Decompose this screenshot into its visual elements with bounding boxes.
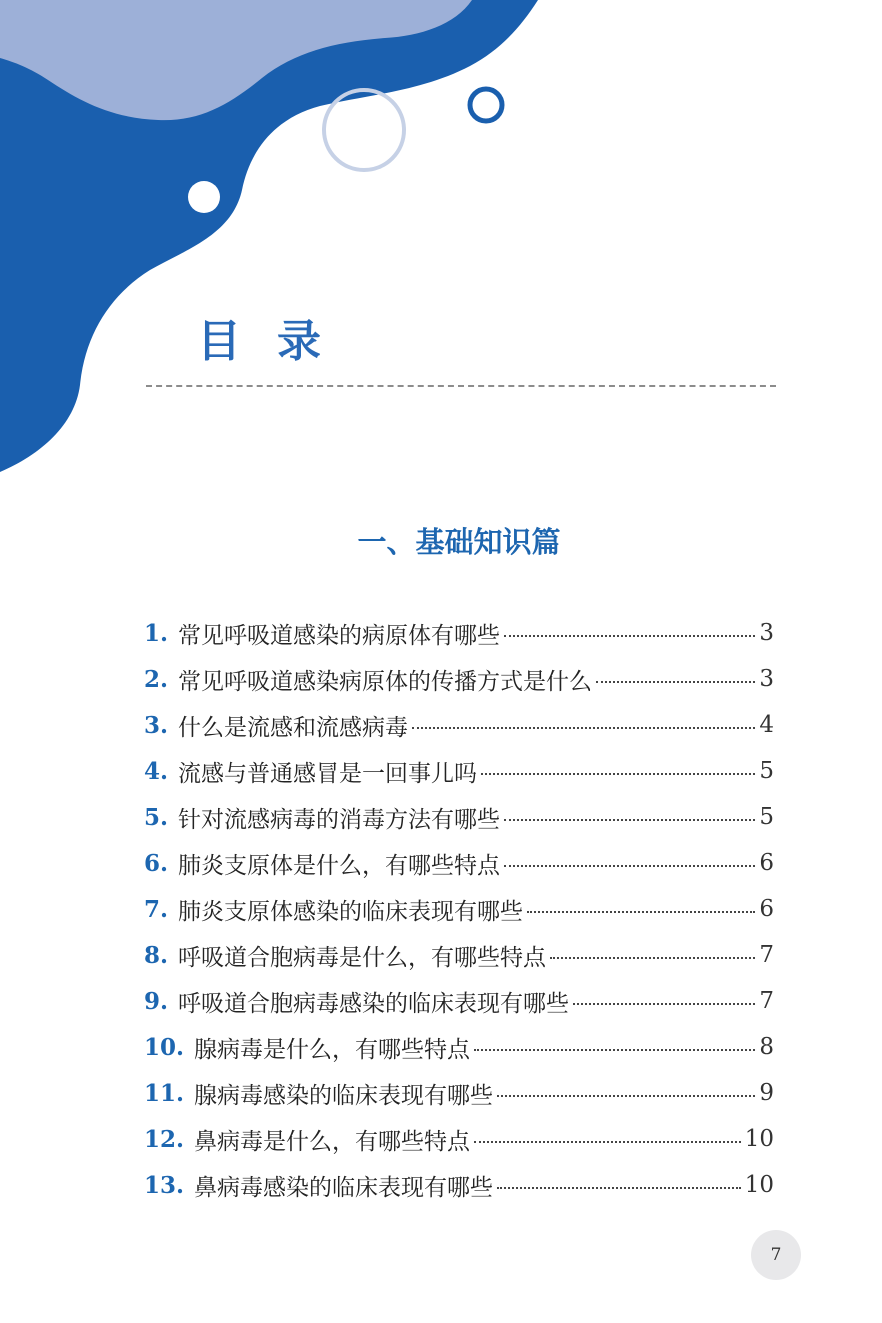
entry-number: 11. <box>144 1079 185 1107</box>
dot-leader <box>573 1003 755 1005</box>
entry-number: 1. <box>144 619 169 647</box>
entry-number: 5. <box>144 803 169 831</box>
dot-leader <box>497 1095 755 1097</box>
small-ring <box>470 89 502 121</box>
toc-entry[interactable] <box>144 1070 774 1116</box>
entry-number: 9. <box>144 987 169 1015</box>
toc-entry[interactable] <box>144 1024 774 1070</box>
section-heading: 一、基础知识篇 <box>357 525 561 559</box>
dashed-divider <box>146 385 776 387</box>
toc-entry[interactable] <box>144 932 774 978</box>
entry-page: 4 <box>759 712 774 738</box>
entry-number: 8. <box>144 941 169 969</box>
entry-title: 常见呼吸道感染的病原体有哪些 <box>178 622 501 649</box>
entry-page: 3 <box>759 666 774 692</box>
dot-leader <box>527 911 755 913</box>
entry-number: 13. <box>144 1171 185 1199</box>
entry-title: 呼吸道合胞病毒感染的临床表现有哪些 <box>178 990 570 1017</box>
entry-title: 流感与普通感冒是一回事儿吗 <box>178 760 478 787</box>
entry-title: 呼吸道合胞病毒是什么，有哪些特点 <box>178 944 547 971</box>
toc-entry[interactable] <box>144 840 774 886</box>
entry-page: 5 <box>759 758 774 784</box>
entry-title: 肺炎支原体感染的临床表现有哪些 <box>178 898 524 925</box>
entry-number: 12. <box>144 1125 185 1153</box>
dot-leader <box>596 681 755 683</box>
white-dot <box>188 181 220 213</box>
entry-title: 腺病毒是什么，有哪些特点 <box>194 1036 471 1063</box>
entry-title: 肺炎支原体是什么，有哪些特点 <box>178 852 501 879</box>
entry-page: 7 <box>759 942 774 968</box>
toc-entry[interactable] <box>144 610 774 656</box>
dot-leader <box>504 819 755 821</box>
entry-page: 10 <box>744 1126 774 1152</box>
toc-entry[interactable] <box>144 702 774 748</box>
large-ring <box>324 90 404 170</box>
dot-leader <box>412 727 755 729</box>
entry-page: 9 <box>759 1080 774 1106</box>
toc-entry[interactable] <box>144 794 774 840</box>
toc-entry[interactable] <box>144 1162 774 1208</box>
toc-entry[interactable] <box>144 748 774 794</box>
toc-entry[interactable] <box>144 1116 774 1162</box>
dot-leader <box>504 865 755 867</box>
entry-title: 什么是流感和流感病毒 <box>178 714 409 741</box>
entry-page: 8 <box>759 1034 774 1060</box>
toc-entry[interactable] <box>144 656 774 702</box>
dot-leader <box>474 1049 755 1051</box>
toc-entry[interactable] <box>144 886 774 932</box>
dot-leader <box>481 773 755 775</box>
entry-number: 6. <box>144 849 169 877</box>
entry-page: 7 <box>759 988 774 1014</box>
entry-page: 6 <box>759 850 774 876</box>
entry-title: 针对流感病毒的消毒方法有哪些 <box>178 806 501 833</box>
dot-leader <box>550 957 755 959</box>
dot-leader <box>504 635 755 637</box>
page-number-badge: 7 <box>751 1230 801 1280</box>
entry-page: 3 <box>759 620 774 646</box>
entry-page: 10 <box>744 1172 774 1198</box>
toc-entry[interactable] <box>144 978 774 1024</box>
entry-title: 鼻病毒感染的临床表现有哪些 <box>194 1174 494 1201</box>
page-title: 目录 <box>197 316 357 367</box>
entry-title: 常见呼吸道感染病原体的传播方式是什么 <box>178 668 593 695</box>
entry-number: 10. <box>144 1033 185 1061</box>
dot-leader <box>497 1187 741 1189</box>
entry-title: 腺病毒感染的临床表现有哪些 <box>194 1082 494 1109</box>
dot-leader <box>474 1141 741 1143</box>
entry-number: 4. <box>144 757 169 785</box>
entry-title: 鼻病毒是什么，有哪些特点 <box>194 1128 471 1155</box>
decorative-header-shapes <box>0 0 882 520</box>
entry-page: 5 <box>759 804 774 830</box>
entry-number: 7. <box>144 895 169 923</box>
entry-number: 2. <box>144 665 169 693</box>
entry-number: 3. <box>144 711 169 739</box>
entry-page: 6 <box>759 896 774 922</box>
